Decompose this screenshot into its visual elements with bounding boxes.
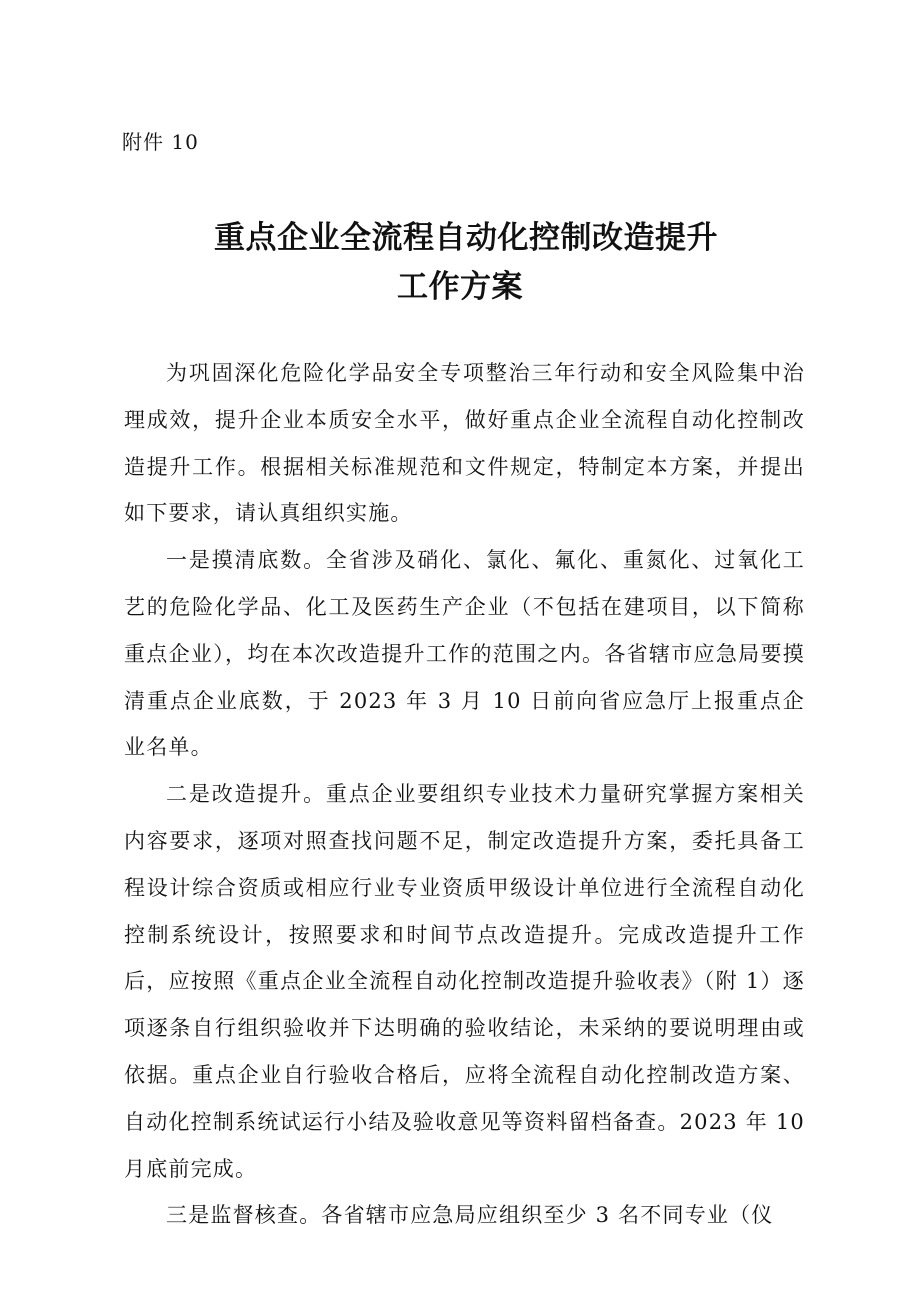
paragraph-intro: 为巩固深化危险化学品安全专项整治三年行动和安全风险集中治理成效，提升企业本质安全水平，做好重点企业全流程自动化控制改造提升工作。根据相关标准规范和文件规定，特制定本方案，并提出如下要求，请认真组织实施。 [124, 361, 805, 526]
paragraph-step-3: 三是监督核查。各省辖市应急局应组织至少 3 名不同专业（仪 [166, 1203, 774, 1228]
document-body [124, 350, 805, 1239]
document-title-line-1: 重点企业全流程自动化控制改造提升 [214, 220, 718, 256]
document-title-line-2: 工作方案 [397, 269, 523, 305]
paragraph-step-2: 二是改造提升。重点企业要组织专业技术力量研究掌握方案相关内容要求，逐项对照查找问题不足，制定改造提升方案，委托具备工程设计综合资质或相应行业专业资质甲级设计单位进行全流程自动化控制系统设计，按照要求和时间节点改造提升。完成改造提升工作后，应按照《重点企业全流程自动化控制改造提升验收表》（附 1）逐项逐条自行组织验收并下达明确的验收结论，未采纳的要说明理由或依据。重点企业自行验收合格后，应将全流程自动化控制改造方案、自动化控制系统试运行小结及验收意见等资料留档备查。2023 年 10 月底前完成。 [124, 782, 805, 1181]
paragraph-step-1: 一是摸清底数。全省涉及硝化、氯化、氟化、重氮化、过氧化工艺的危险化学品、化工及医药生产企业（不包括在建项目，以下简称重点企业），均在本次改造提升工作的范围之内。各省辖市应急局要摸清重点企业底数，于 2023 年 3 月 10 日前向省应急厅上报重点企业名单。 [124, 548, 805, 760]
attachment-label: 附件 10 [122, 130, 199, 154]
